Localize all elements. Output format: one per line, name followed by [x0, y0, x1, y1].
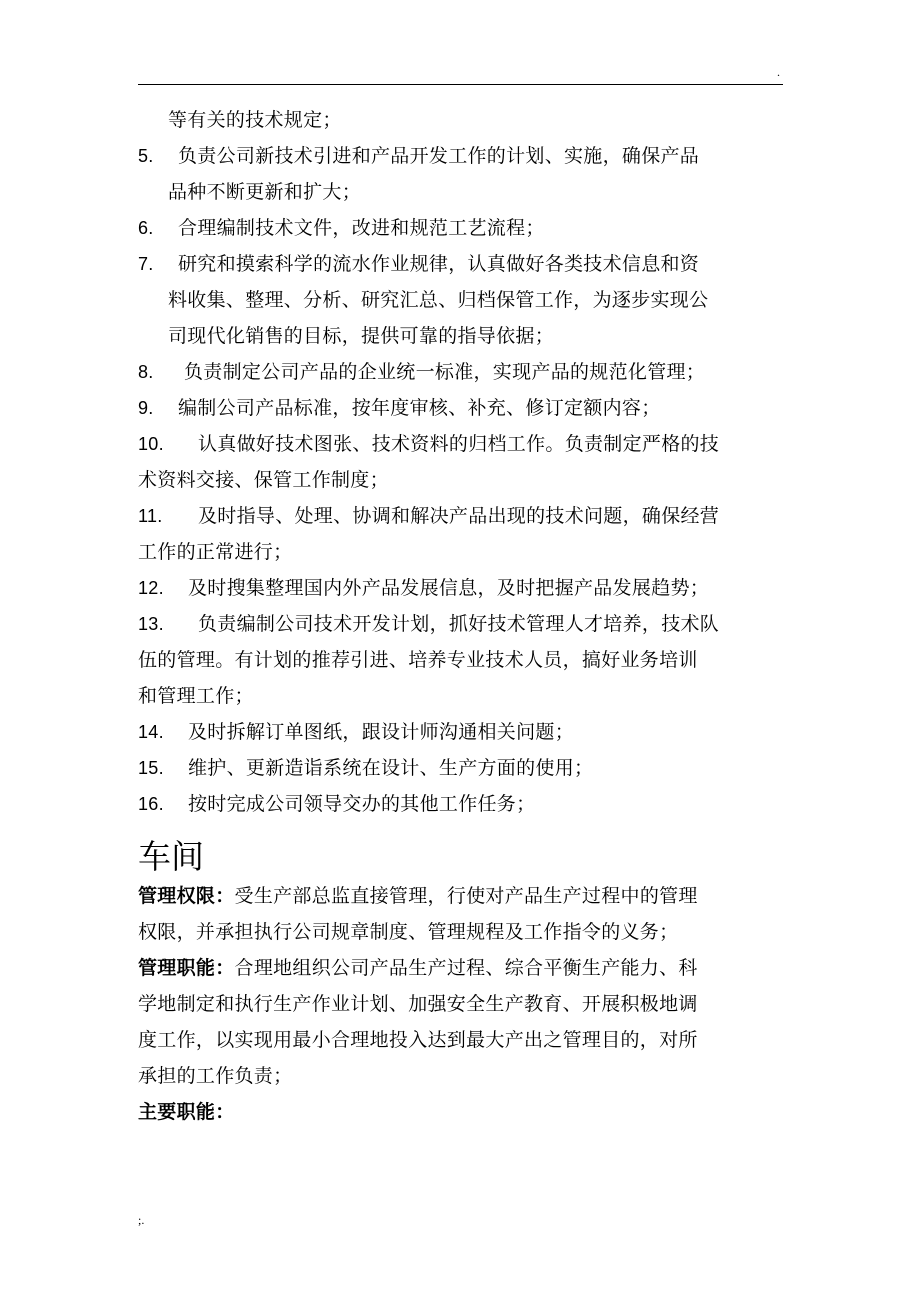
function-paragraph — [138, 958, 783, 978]
list-number: 14. — [138, 722, 164, 742]
list-number: 5. — [138, 146, 154, 166]
list-number: 12. — [138, 578, 164, 598]
list-number: 10. — [138, 434, 164, 454]
authority-label: 管理权限： — [138, 885, 235, 907]
list-number: 9. — [138, 398, 154, 418]
list-item-text: 及时搜集整理国内外产品发展信息，及时把握产品发展趋势； — [188, 577, 710, 599]
list-item-text: 合理编制技术文件，改进和规范工艺流程； — [178, 217, 545, 239]
footer-mark: ;. — [138, 1213, 145, 1227]
list-item-14 — [138, 722, 783, 742]
list-item-text: 维护、更新造诣系统在设计、生产方面的使用； — [188, 757, 594, 779]
authority-continuation: 权限，并承担执行公司规章制度、管理规程及工作指令的义务； — [138, 921, 679, 943]
list-item-text: 及时拆解订单图纸，跟设计师沟通相关问题； — [188, 721, 575, 743]
list-number: 15. — [138, 758, 164, 778]
header-mark: . — [777, 65, 780, 79]
list-item-6 — [138, 218, 783, 238]
list-number: 6. — [138, 218, 154, 238]
function-continuation: 学地制定和执行生产作业计划、加强安全生产教育、开展积极地调 — [138, 993, 698, 1015]
list-item-5 — [138, 146, 783, 166]
main-duties-label: 主要职能： — [138, 1101, 235, 1123]
list-item-text: 研究和摸索科学的流水作业规律，认真做好各类技术信息和资 — [178, 253, 700, 275]
list-number: 11. — [138, 506, 163, 526]
list-item-continuation: 等有关的技术规定； — [168, 109, 342, 131]
list-item-8 — [138, 362, 783, 382]
function-text: 合理地组织公司产品生产过程、综合平衡生产能力、科 — [234, 957, 698, 979]
list-item-16 — [138, 794, 783, 814]
list-item-continuation: 和管理工作； — [138, 685, 254, 707]
list-item-13 — [138, 614, 783, 634]
list-number: 13. — [138, 614, 164, 634]
header-rule — [138, 84, 783, 85]
authority-paragraph — [138, 886, 783, 906]
list-item-10 — [138, 434, 783, 454]
document-body — [138, 110, 783, 1138]
list-number: 8. — [138, 362, 154, 382]
function-label: 管理职能： — [138, 957, 235, 979]
list-item-continuation: 伍的管理。有计划的推荐引进、培养专业技术人员，搞好业务培训 — [138, 649, 698, 671]
authority-text: 受生产部总监直接管理，行使对产品生产过程中的管理 — [234, 885, 698, 907]
list-item-text: 认真做好技术图张、技术资料的归档工作。负责制定严格的技 — [198, 433, 720, 455]
list-item-continuation: 术资料交接、保管工作制度； — [138, 469, 389, 491]
list-item-11 — [138, 506, 783, 526]
list-item-text: 负责制定公司产品的企业统一标准，实现产品的规范化管理； — [184, 361, 706, 383]
list-item-continuation: 司现代化销售的目标，提供可靠的指导依据； — [168, 325, 555, 347]
list-item-text: 及时指导、处理、协调和解决产品出现的技术问题，确保经营 — [198, 505, 720, 527]
list-item-12 — [138, 578, 783, 598]
list-item-text: 按时完成公司领导交办的其他工作任务； — [188, 793, 536, 815]
list-item-continuation: 工作的正常进行； — [138, 541, 293, 563]
section-heading: 车间 — [138, 837, 204, 876]
list-item-continuation: 料收集、整理、分析、研究汇总、归档保管工作，为逐步实现公 — [168, 289, 709, 311]
list-item-continuation: 品种不断更新和扩大； — [168, 181, 362, 203]
function-continuation: 承担的工作负责； — [138, 1065, 293, 1087]
list-item-text: 负责公司新技术引进和产品开发工作的计划、实施，确保产品 — [178, 145, 700, 167]
list-item-7 — [138, 254, 783, 274]
list-number: 16. — [138, 794, 164, 814]
list-item-15 — [138, 758, 783, 778]
list-item-text: 编制公司产品标准，按年度审核、补充、修订定额内容； — [178, 397, 661, 419]
list-item-9 — [138, 398, 783, 418]
list-number: 7. — [138, 254, 154, 274]
function-continuation: 度工作，以实现用最小合理地投入达到最大产出之管理目的，对所 — [138, 1029, 698, 1051]
list-item-text: 负责编制公司技术开发计划，抓好技术管理人才培养，技术队 — [198, 613, 720, 635]
